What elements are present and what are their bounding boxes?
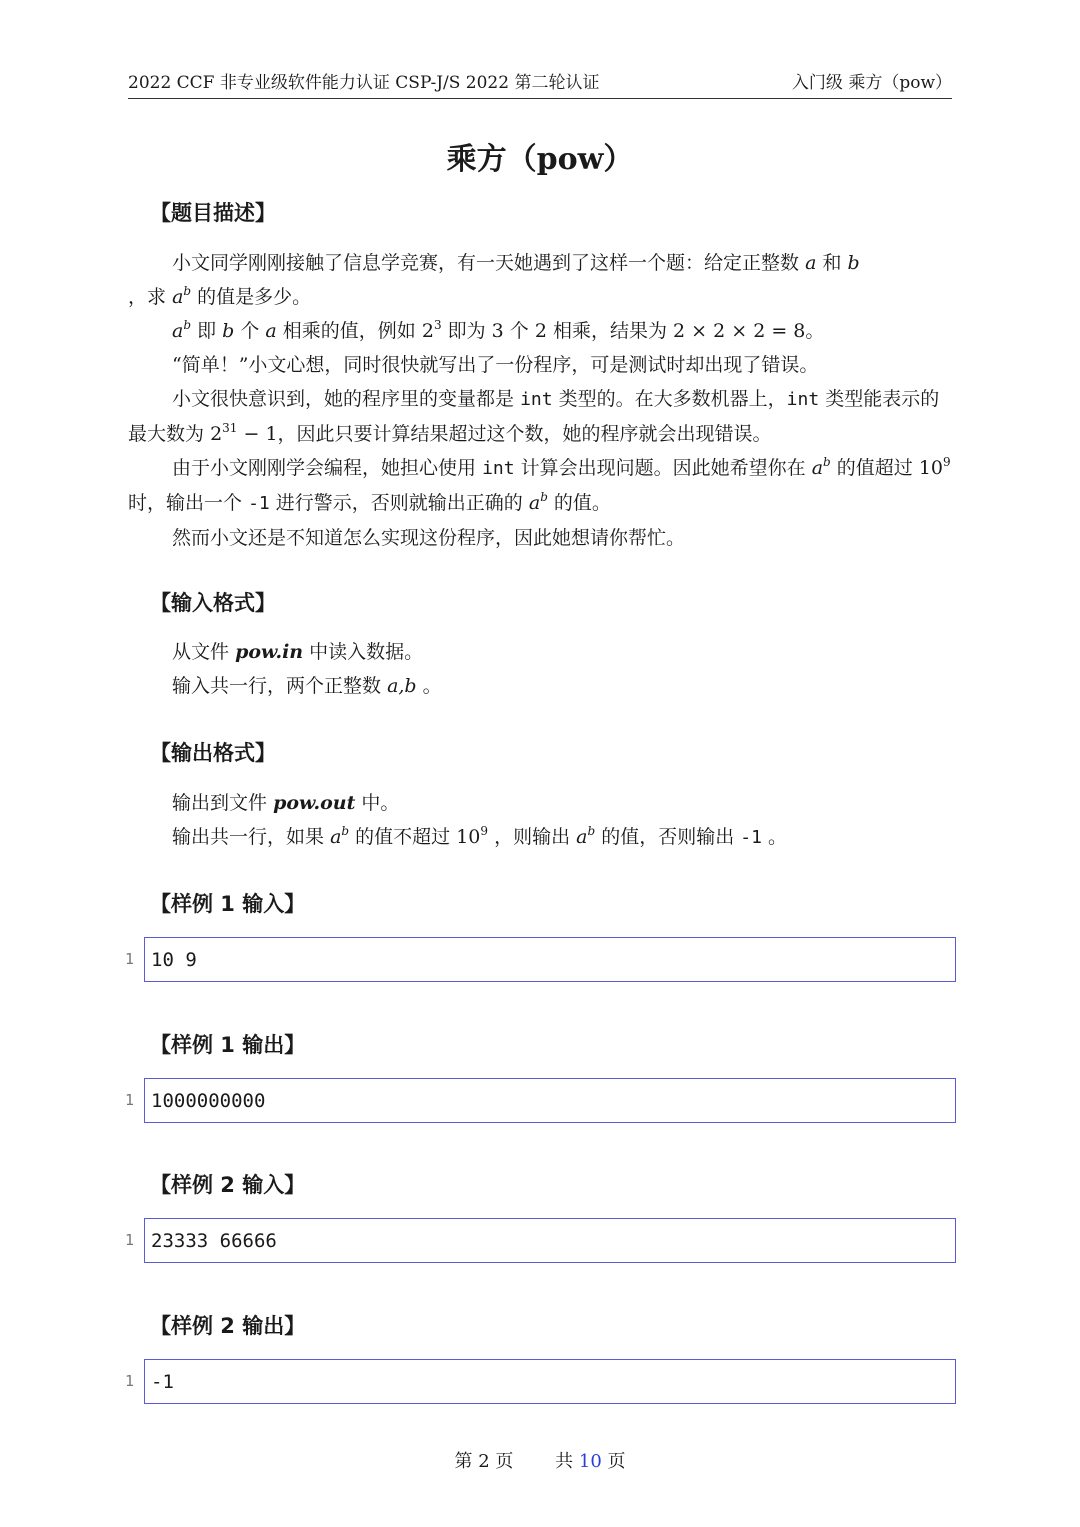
- page-header: [128, 70, 952, 99]
- line-number: 1: [124, 950, 134, 968]
- input-line-1: 从文件 pow.in 中读入数据。: [172, 641, 424, 663]
- total-pages: 共 10 页: [555, 1451, 626, 1472]
- section-input-format: 【输入格式】: [150, 591, 276, 615]
- header-right: 入门级 乘方（pow）: [791, 73, 952, 93]
- total-pages-link[interactable]: 10: [578, 1451, 602, 1472]
- output-format-body: [128, 786, 952, 855]
- sample2-input-code: 23333 66666: [144, 1218, 956, 1263]
- line-number: 1: [124, 1372, 134, 1390]
- section-sample1-output: 【样例 1 输出】: [150, 1033, 306, 1057]
- output-line-1: 输出到文件 pow.out 中。: [172, 792, 400, 814]
- page-title: 乘方（pow）: [446, 142, 634, 177]
- desc-paragraph-1-cont: ，求 $a^b$ 的值是多少。: [128, 284, 312, 308]
- section-description: 【题目描述】: [150, 201, 276, 225]
- desc-paragraph-4: 小文很快意识到，她的程序里的变量都是 int 类型的。在大多数机器上，int 类型能表示的最大数为 $2^{31} - 1$，因此只要计算结果超过这个数，她的程序就会出现错误。: [128, 388, 940, 445]
- section-sample2-input: 【样例 2 输入】: [150, 1173, 306, 1197]
- section-sample2-output: 【样例 2 输出】: [150, 1314, 306, 1338]
- desc-paragraph-1: 小文同学刚刚接触了信息学竞赛，有一天她遇到了这样一个题：给定正整数 a 和 b: [172, 252, 860, 274]
- sample2-output-code: -1: [144, 1359, 956, 1404]
- sample1-output-code: 1000000000: [144, 1078, 956, 1123]
- output-line-2: 输出共一行，如果 $a^b$ 的值不超过 $10^9$ ，则输出 $a^b$ 的值，否则输出 -1 。: [172, 824, 787, 848]
- sample2-input-block: [118, 1218, 958, 1265]
- desc-paragraph-2: $a^b$ 即 b 个 a 相乘的值，例如 $2^3$ 即为 3 个 2 相乘，结果为 2 × 2 × 2 = 8。: [172, 318, 825, 342]
- page-footer: [0, 1450, 1080, 1474]
- desc-paragraph-3: “简单！”小文心想，同时很快就写出了一份程序，可是测试时却出现了错误。: [172, 354, 819, 376]
- desc-paragraph-5: 由于小文刚刚学会编程，她担心使用 int 计算会出现问题。因此她希望你在 $a^b$ 的值超过 $10^9$ 时，输出一个 -1 进行警示，否则就输出正确的 $a^b$ 的值。: [128, 455, 951, 514]
- section-sample1-input: 【样例 1 输入】: [150, 892, 306, 916]
- section-output-format: 【输出格式】: [150, 741, 276, 765]
- input-line-2: 输入共一行，两个正整数 a,b 。: [172, 675, 442, 697]
- description-body: [128, 246, 952, 555]
- sample1-output-block: [118, 1078, 958, 1125]
- sample2-output-block: [118, 1359, 958, 1406]
- sample1-input-block: [118, 937, 958, 984]
- line-number: 1: [124, 1091, 134, 1109]
- page-number: 第 2 页: [454, 1451, 514, 1472]
- input-format-body: [128, 635, 952, 703]
- line-number: 1: [124, 1231, 134, 1249]
- header-left: 2022 CCF 非专业级软件能力认证 CSP-J/S 2022 第二轮认证: [128, 73, 600, 93]
- desc-paragraph-6: 然而小文还是不知道怎么实现这份程序，因此她想请你帮忙。: [172, 527, 686, 549]
- sample1-input-code: 10 9: [144, 937, 956, 982]
